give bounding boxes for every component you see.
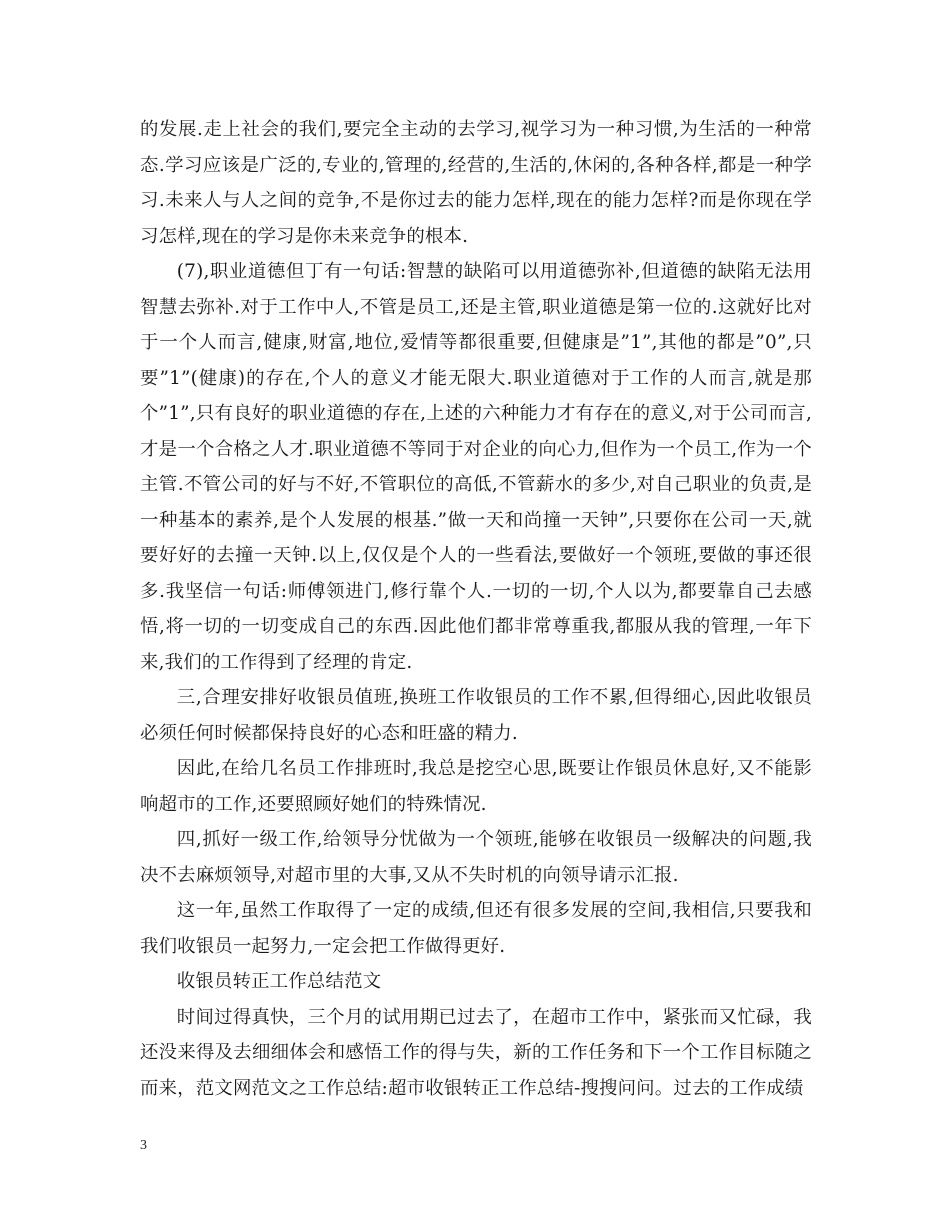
section-heading: 收银员转正工作总结范文 <box>176 971 382 992</box>
paragraph-scheduling: 因此,在给几名员工作排班时,我总是挖空心思,既要让作银员休息好,又不能影响超市的工作,还要照顾好她们的特殊情况. <box>140 758 812 815</box>
paragraph-year-summary: 这一年,虽然工作取得了一定的成绩,但还有很多发展的空间,我相信,只要我和我们收银员一起努力,一定会把工作做得更好. <box>140 900 812 957</box>
paragraph-cashier-shifts: 三,合理安排好收银员值班,换班工作收银员的工作不累,但得细心,因此收银员必须任何时候都保持良好的心态和旺盛的精力. <box>140 687 812 744</box>
document-body <box>140 112 812 1106</box>
paragraph-continuation: 的发展.走上社会的我们,要完全主动的去学习,视学习为一种习惯,为生活的一种常态.学习应该是广泛的,专业的,管理的,经营的,生活的,休闲的,各种各样,都是一种学习.未来人与人之间的竞争,不是你过去的能力怎样,现在的能力怎样?而是你现在学习怎样,现在的学习是你未来竞争的根本. <box>140 119 812 247</box>
paragraph-professional-ethics: (7),职业道德但丁有一句话:智慧的缺陷可以用道德弥补,但道德的缺陷无法用智慧去弥补.对于工作中人,不管是员工,还是主管,职业道德是第一位的.这就好比对于一个人而言,健康,财富,地位,爱情等都很重要,但健康是”1”,其他的都是”0”,只要”1”(健康)的存在,个人的意义才能无限大.职业道德对于工作的人而言,就是那个”1”,只有良好的职业道德的存在,上述的六种能力才有存在的意义,对于公司而言,才是一个合格之人才.职业道德不等同于对企业的向心力,但作为一个员工,作为一个主管.不管公司的好与不好,不管职位的高低,不管薪水的多少,对自己职业的负责,是一种基本的素养,是个人发展的根基.”做一天和尚撞一天钟”,只要你在公司一天,就要好好的去撞一天钟.以上,仅仅是个人的一些看法,要做好一个领班,要做的事还很多.我坚信一句话:师傅领进门,修行靠个人.一切的一切,个人以为,都要靠自己去感悟,将一切的一切变成自己的东西.因此他们都非常尊重我,都服从我的管理,一年下来,我们的工作得到了经理的肯定. <box>140 261 812 673</box>
paragraph-probation-summary: 时间过得真快，三个月的试用期已过去了，在超市工作中，紧张而又忙碌，我还没来得及去细细体会和感悟工作的得与失，新的工作任务和下一个工作目标随之而来，范文网范文之工作总结:超市收银转正工作总结-搜搜问问。过去的工作成绩 <box>140 1006 812 1099</box>
page-number: 3 <box>140 1138 147 1153</box>
paragraph-first-level-work: 四,抓好一级工作,给领导分忧做为一个领班,能够在收银员一级解决的问题,我决不去麻烦领导,对超市里的大事,又从不失时机的向领导请示汇报. <box>140 829 812 886</box>
